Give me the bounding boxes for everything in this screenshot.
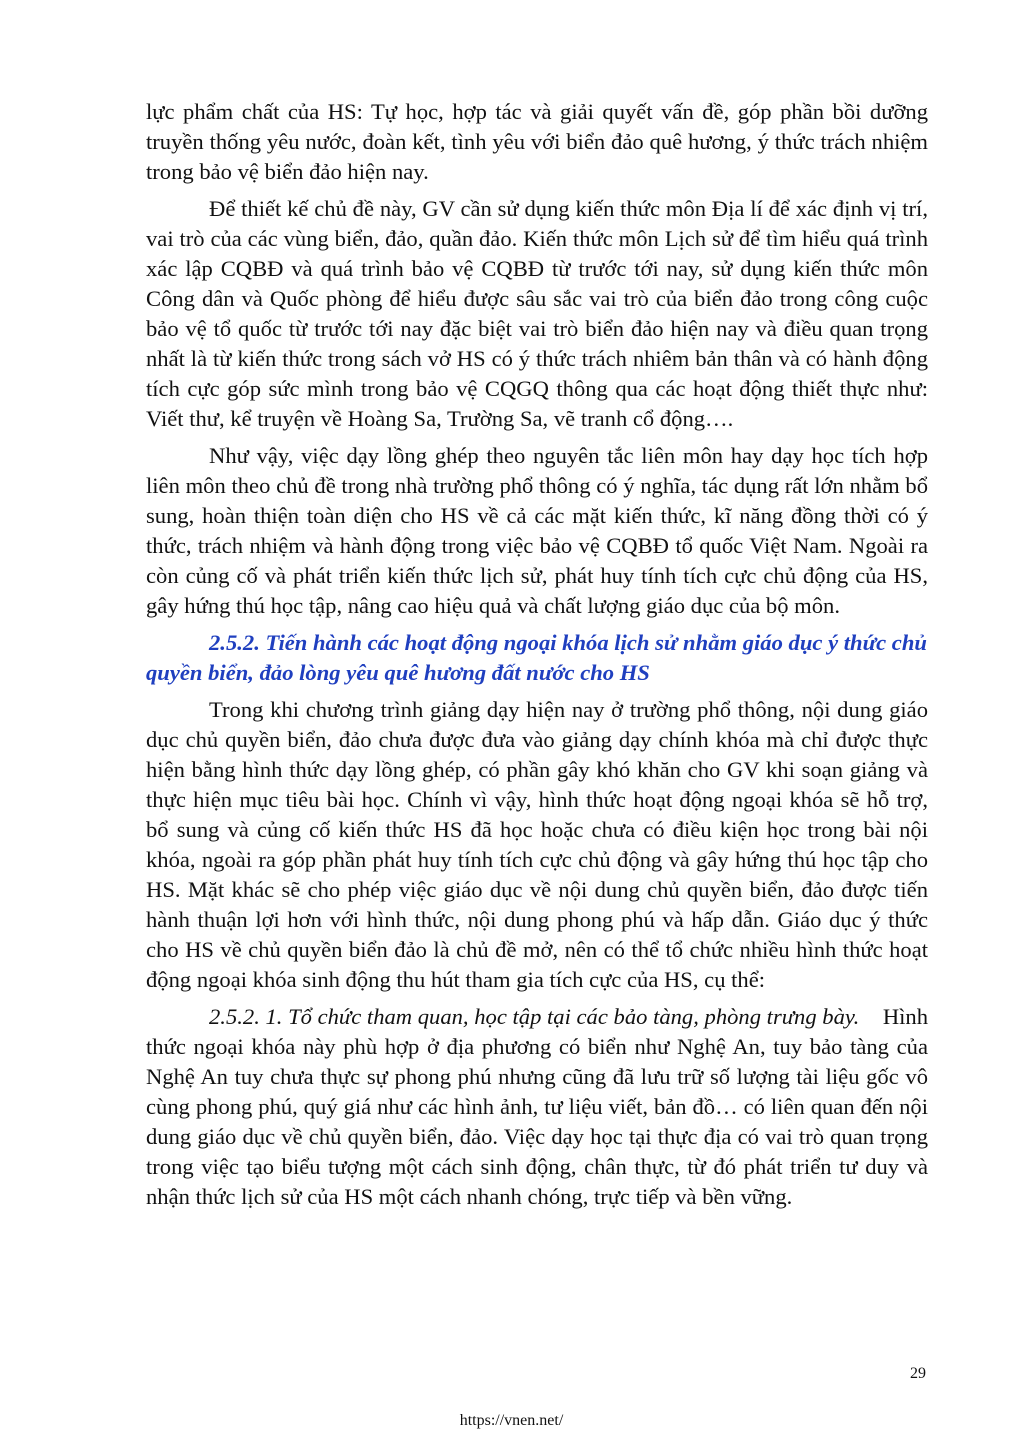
section-heading: 2.5.2. Tiến hành các hoạt động ngoại khóa lịch sử nhằm giáo dục ý thức chủ quyền biển, đảo lòng yêu quê hương đất nước cho HS — [146, 630, 927, 685]
document-page — [146, 97, 928, 1212]
paragraph-5-body: Hình thức ngoại khóa này phù hợp ở địa phương có biển như Nghệ An, tuy bảo tàng của Nghệ An tuy chưa thực sự phong phú nhưng cũng đã lưu trữ số lượng tài liệu gốc vô cùng phong phú, quý giá như các hình ảnh, tư liệu viết, bản đồ… có liên quan đến nội dung giáo dục về chủ quyền biển, đảo. Việc dạy học tại thực địa có vai trò quan trọng trong việc tạo biểu tượng một cách sinh động, chân thực, từ đó phát triển tư duy và nhận thức lịch sử của HS một cách nhanh chóng, trực tiếp và bền vững. — [146, 1004, 928, 1209]
paragraph-3: Như vậy, việc dạy lồng ghép theo nguyên tắc liên môn hay dạy học tích hợp liên môn theo chủ đề trong nhà trường phổ thông có ý nghĩa, tác dụng rất lớn nhằm bổ sung, hoàn thiện toàn diện cho HS về cả các mặt kiến thức, kĩ năng đồng thời có ý thức, trách nhiệm và hành động trong việc bảo vệ CQBĐ tổ quốc Việt Nam. Ngoài ra còn củng cố và phát triển kiến thức lịch sử, phát huy tính tích cực chủ động của HS, gây hứng thú học tập, nâng cao hiệu quả và chất lượng giáo dục của bộ môn. — [146, 443, 928, 618]
paragraph-1: lực phẩm chất của HS: Tự học, hợp tác và giải quyết vấn đề, góp phần bồi dưỡng truyền thống yêu nước, đoàn kết, tình yêu với biển đảo quê hương, ý thức trách nhiệm trong bảo vệ biển đảo hiện nay. — [146, 99, 928, 184]
paragraph-4: Trong khi chương trình giảng dạy hiện nay ở trường phổ thông, nội dung giáo dục chủ quyền biển, đảo chưa được đưa vào giảng dạy chính khóa mà chỉ được thực hiện bằng hình thức dạy lồng ghép, có phần gây khó khăn cho GV khi soạn giảng và thực hiện mục tiêu bài học. Chính vì vậy, hình thức hoạt động ngoại khóa sẽ hỗ trợ, bổ sung và củng cố kiến thức HS đã học hoặc chưa có điều kiện học trong bài nội khóa, ngoài ra góp phần phát huy tính tích cực chủ động và gây hứng thú học tập cho HS. Mặt khác sẽ cho phép việc giáo dục về nội dung chủ quyền biển, đảo được tiến hành thuận lợi hơn với hình thức, nội dung phong phú và hấp dẫn. Giáo dục ý thức cho HS về chủ quyền biển đảo là chủ đề mở, nên có thể tổ chức nhiều hình thức hoạt động ngoại khóa sinh động thu hút tham gia tích cực của HS, cụ thể: — [146, 697, 928, 992]
page-number: 29 — [910, 1365, 926, 1382]
paragraph-5 — [146, 1002, 928, 1212]
footer-url[interactable]: https://vnen.net/ — [459, 1412, 564, 1429]
paragraph-2: Để thiết kế chủ đề này, GV cần sử dụng kiến thức môn Địa lí để xác định vị trí, vai trò của các vùng biển, đảo, quần đảo. Kiến thức môn Lịch sử để tìm hiểu quá trình xác lập CQBĐ và quá trình bảo vệ CQBĐ từ trước tới nay, sử dụng kiến thức môn Công dân và Quốc phòng để hiểu được sâu sắc vai trò của biển đảo trong công cuộc bảo vệ tổ quốc từ trước tới nay đặc biệt vai trò biển đảo hiện nay và điều quan trọng nhất là từ kiến thức trong sách vở HS có ý thức trách nhiêm bản thân và có hành động tích cực góp sức mình trong bảo vệ CQGQ thông qua các hoạt động thiết thực như: Viết thư, kể truyện về Hoàng Sa, Trường Sa, vẽ tranh cổ động…. — [146, 196, 928, 431]
subsection-heading: 2.5.2. 1. Tổ chức tham quan, học tập tại các bảo tàng, phòng trưng bày. — [209, 1004, 860, 1029]
